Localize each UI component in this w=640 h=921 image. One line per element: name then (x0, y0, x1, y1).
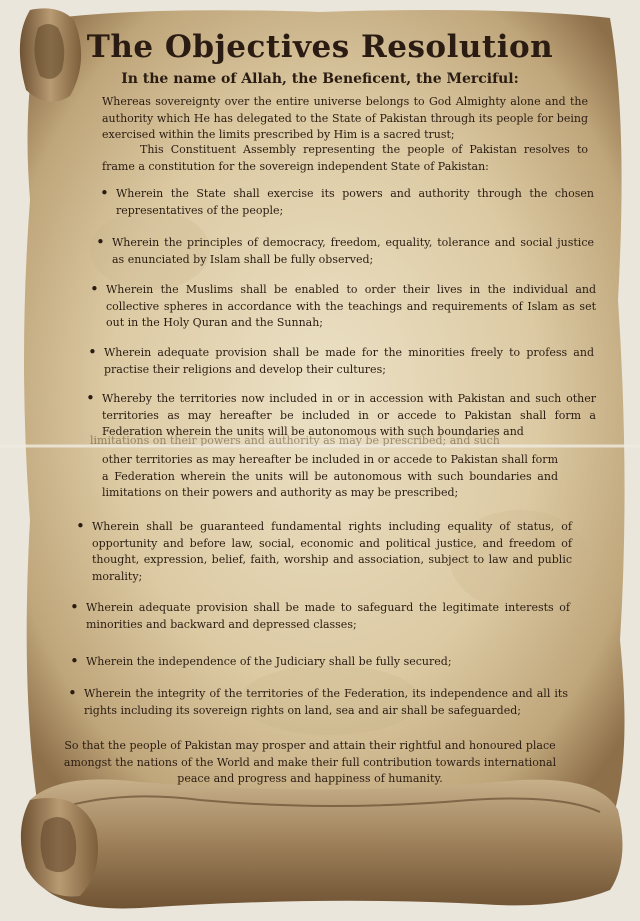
clause-item: • Wherein shall be guaranteed fundamental rights including equality of status, of opportunity and before law, social, economic and political justice, and freedom of thought, expression, belief, faith, worship and association, subject to law and public morality; (76, 519, 572, 585)
closing-paragraph: So that the people of Pakistan may prosper and attain their rightful and honoured place amongst the nations of the World and make their full contribution towards international peace and progress and happiness of humanity. (63, 739, 557, 785)
clause-item: • Whereby the territories now included in or in accession with Pakistan and such other territories as may hereafter be included in or accede to Pakistan shall form a Federation wherein the units will be autonomous with such boundaries and (86, 391, 596, 441)
clause-item: • Wherein the Muslims shall be enabled to order their lives in the individual and collective spheres in accordance with the teachings and requirements of Islam as set out in the Holy Quran and the Sunnah; (90, 282, 596, 332)
clause-item: • Wherein adequate provision shall be made to safeguard the legitimate interests of minorities and backward and depressed classes; (70, 600, 570, 633)
clause-item: • Wherein the State shall exercise its powers and authority through the chosen representatives of the people; (100, 186, 594, 219)
preamble-paragraph: Whereas sovereignty over the entire universe belongs to God Almighty alone and the authority which He has delegated to the State of Pakistan through its people for being exercised within the limits prescribed by Him is a sacred trust; (102, 95, 588, 141)
document-title: The Objectives Resolution (86, 29, 554, 65)
clause-item: • Wherein the independence of the Judiciary shall be fully secured; (70, 654, 566, 671)
torn-overlap-line: limitations on their powers and authority as may be prescribed; and such (90, 434, 500, 446)
document-subtitle: In the name of Allah, the Beneficent, the Merciful: (121, 71, 519, 87)
clause-continuation: other territories as may hereafter be included in or accede to Pakistan shall form a Federation wherein the units will be autonomous with such boundaries and limitations on their powers and authority as may be prescribed; (102, 453, 558, 499)
clause-item: • Wherein adequate provision shall be made for the minorities freely to profess and practise their religions and develop their cultures; (88, 345, 594, 378)
clause-item: • Wherein the integrity of the territories of the Federation, its independence and all its rights including its sovereign rights on land, sea and air shall be safeguarded; (68, 686, 568, 719)
resolve-paragraph: This Constituent Assembly representing the people of Pakistan resolves to frame a constitution for the sovereign independent State of Pakistan: (102, 143, 588, 173)
clause-item: • Wherein the principles of democracy, freedom, equality, tolerance and social justice as enunciated by Islam shall be fully observed; (96, 235, 594, 268)
